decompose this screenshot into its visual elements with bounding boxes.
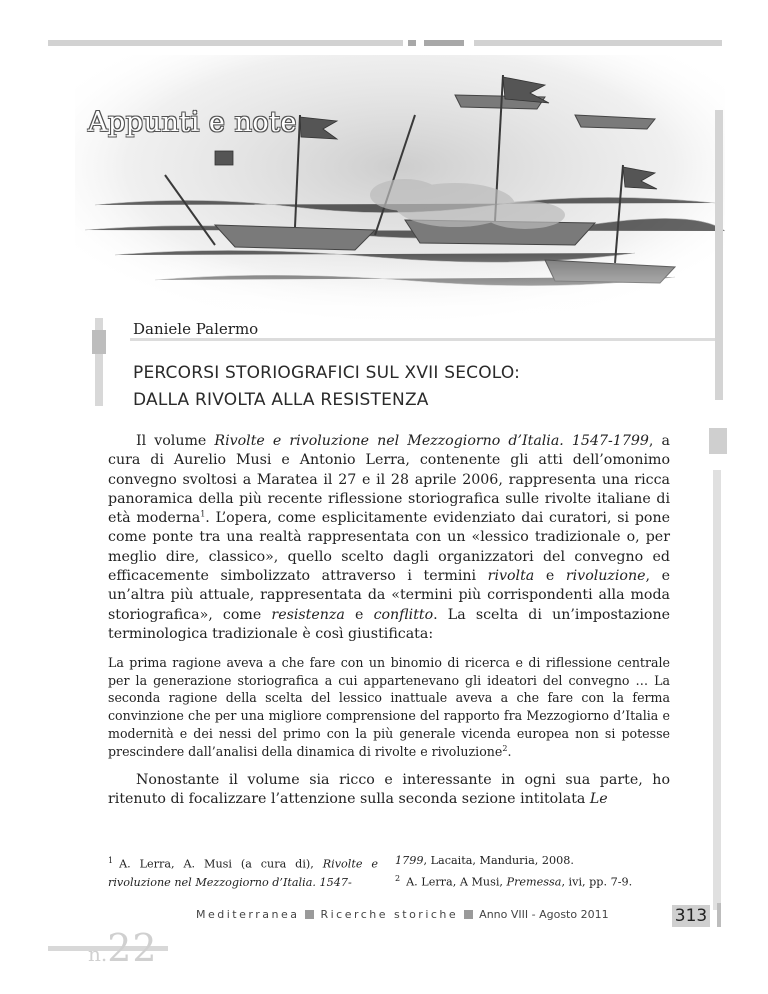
footnote-column-1 (108, 852, 378, 892)
footnote-2-title: Premessa (506, 875, 562, 889)
series-name: Ricerche storiche (320, 908, 459, 921)
footnote-2-number: 2 (395, 874, 401, 883)
p1-text-f: e (534, 568, 566, 585)
footnote-1-text: A. Lerra, A. Musi (a cura di), (119, 857, 323, 871)
block-quote (108, 654, 670, 760)
paragraph-1 (108, 432, 670, 644)
top-rule-right (474, 40, 722, 46)
journal-name: Mediterranea (196, 908, 300, 921)
issue-number (88, 926, 158, 970)
right-margin-block (709, 428, 727, 454)
p2-text-a: Nonostante il volume sia ricco e interessante in ogni sua parte, ho ritenuto di focalizzare l’attenzione sulla seconda sezione intitolata (108, 772, 670, 808)
footnote-ref-2: 2 (502, 743, 508, 753)
footnote-1-number: 1 (108, 856, 114, 865)
top-rule-left (48, 40, 403, 46)
right-margin-rule (715, 110, 723, 400)
page-number-bar (717, 903, 721, 927)
footnote-2-pages: , ivi, pp. 7-9. (561, 875, 633, 889)
p1-term-conflitto: conflitto (373, 606, 434, 623)
title-bracket-block (92, 330, 106, 354)
p1-term-rivoluzione: rivoluzione (565, 568, 646, 585)
footnote-column-2 (395, 852, 675, 892)
p1-text-c: , a cura di Aurelio Musi e Antonio Lerra, contenente gli atti dell’omonimo convegno svoltosi a Maratea il 27 e il 28 aprile 2006, rappresenta una ricca panoramica della più recente riflessione storiografica sulle rivolte italiane di età moderna (108, 433, 670, 527)
p1-term-rivolta: rivolta (487, 568, 535, 585)
footnote-1-title-end: 1799 (395, 854, 424, 867)
article-title-line-1: PERCORSI STORIOGRAFICI SUL XVII SECOLO: (133, 363, 521, 383)
author-rule (130, 338, 715, 341)
p2-text-b: Le (589, 791, 608, 808)
p1-text-a: Il volume (136, 433, 215, 449)
top-rule-mark (408, 40, 416, 46)
ship-engraving-illustration (75, 55, 725, 335)
p1-text-j: e (344, 606, 374, 623)
page-footer (196, 908, 609, 921)
p1-text-l: . La scelta di un’impostazione terminologica tradizionale è così giustificata: (108, 606, 670, 642)
footnote-1-continuation (395, 852, 675, 870)
footnote-1-publisher: , Lacaita, Manduria, 2008. (423, 854, 574, 867)
p1-term-resistenza: resistenza (271, 606, 345, 623)
paragraph-2 (108, 771, 670, 810)
article-title-line-2: DALLA RIVOLTA ALLA RESISTENZA (133, 390, 429, 410)
footnote-2 (395, 870, 675, 892)
issue-date: Anno VIII - Agosto 2011 (479, 908, 609, 921)
footnote-2-text: A. Lerra, A Musi, (406, 875, 507, 889)
quote-text: La prima ragione aveva a che fare con un binomio di ricerca e di riflessione centrale per la generazione storiografica a cui appartenevano gli ideatori del convegno … La seconda ragione della scelta del lessico inattuale aveva a che fare con la ferma convinzione che per una migliore comprensione del rapporto fra Mezzogiorno d’Italia e modernità e dei nessi del primo con la più generale vicenda europea non si potesse prescindere dall’analisi della dinamica di rivolte e rivoluzione (108, 655, 670, 759)
footnote-ref-1: 1 (200, 509, 206, 519)
issue-prefix: n. (88, 942, 108, 966)
square-bullet-icon (305, 910, 314, 919)
right-margin-rule-lower (713, 470, 721, 910)
quote-end: . (507, 743, 512, 759)
square-bullet-icon (464, 910, 473, 919)
section-title: Appunti e note (88, 107, 297, 138)
issue-number-value: 22 (107, 926, 158, 970)
footnote-1-title: Rivolte e rivoluzione nel Mezzogiorno d’Italia. 1547- (108, 857, 378, 889)
p1-text-d: . L’opera, come esplicitamente evidenziato dai curatori, si pone come ponte tra una realtà rappresentata con un «lessico tradizionale o, per meglio dire, classico», quello scelto dagli organizzatori del convegno ed efficacemente simbolizzato attraverso i termini (108, 510, 671, 585)
article-title (133, 360, 520, 414)
p1-text-h: , e un’altra più attuale, rappresentata da «termini più corrispondenti alla moda storiografica», come (108, 568, 671, 623)
p1-book-title: Rivolte e rivoluzione nel Mezzogiorno d’Italia. 1547-1799 (214, 433, 649, 449)
author-name: Daniele Palermo (133, 320, 259, 338)
top-rule-block (424, 40, 464, 46)
page-number: 313 (672, 905, 710, 927)
